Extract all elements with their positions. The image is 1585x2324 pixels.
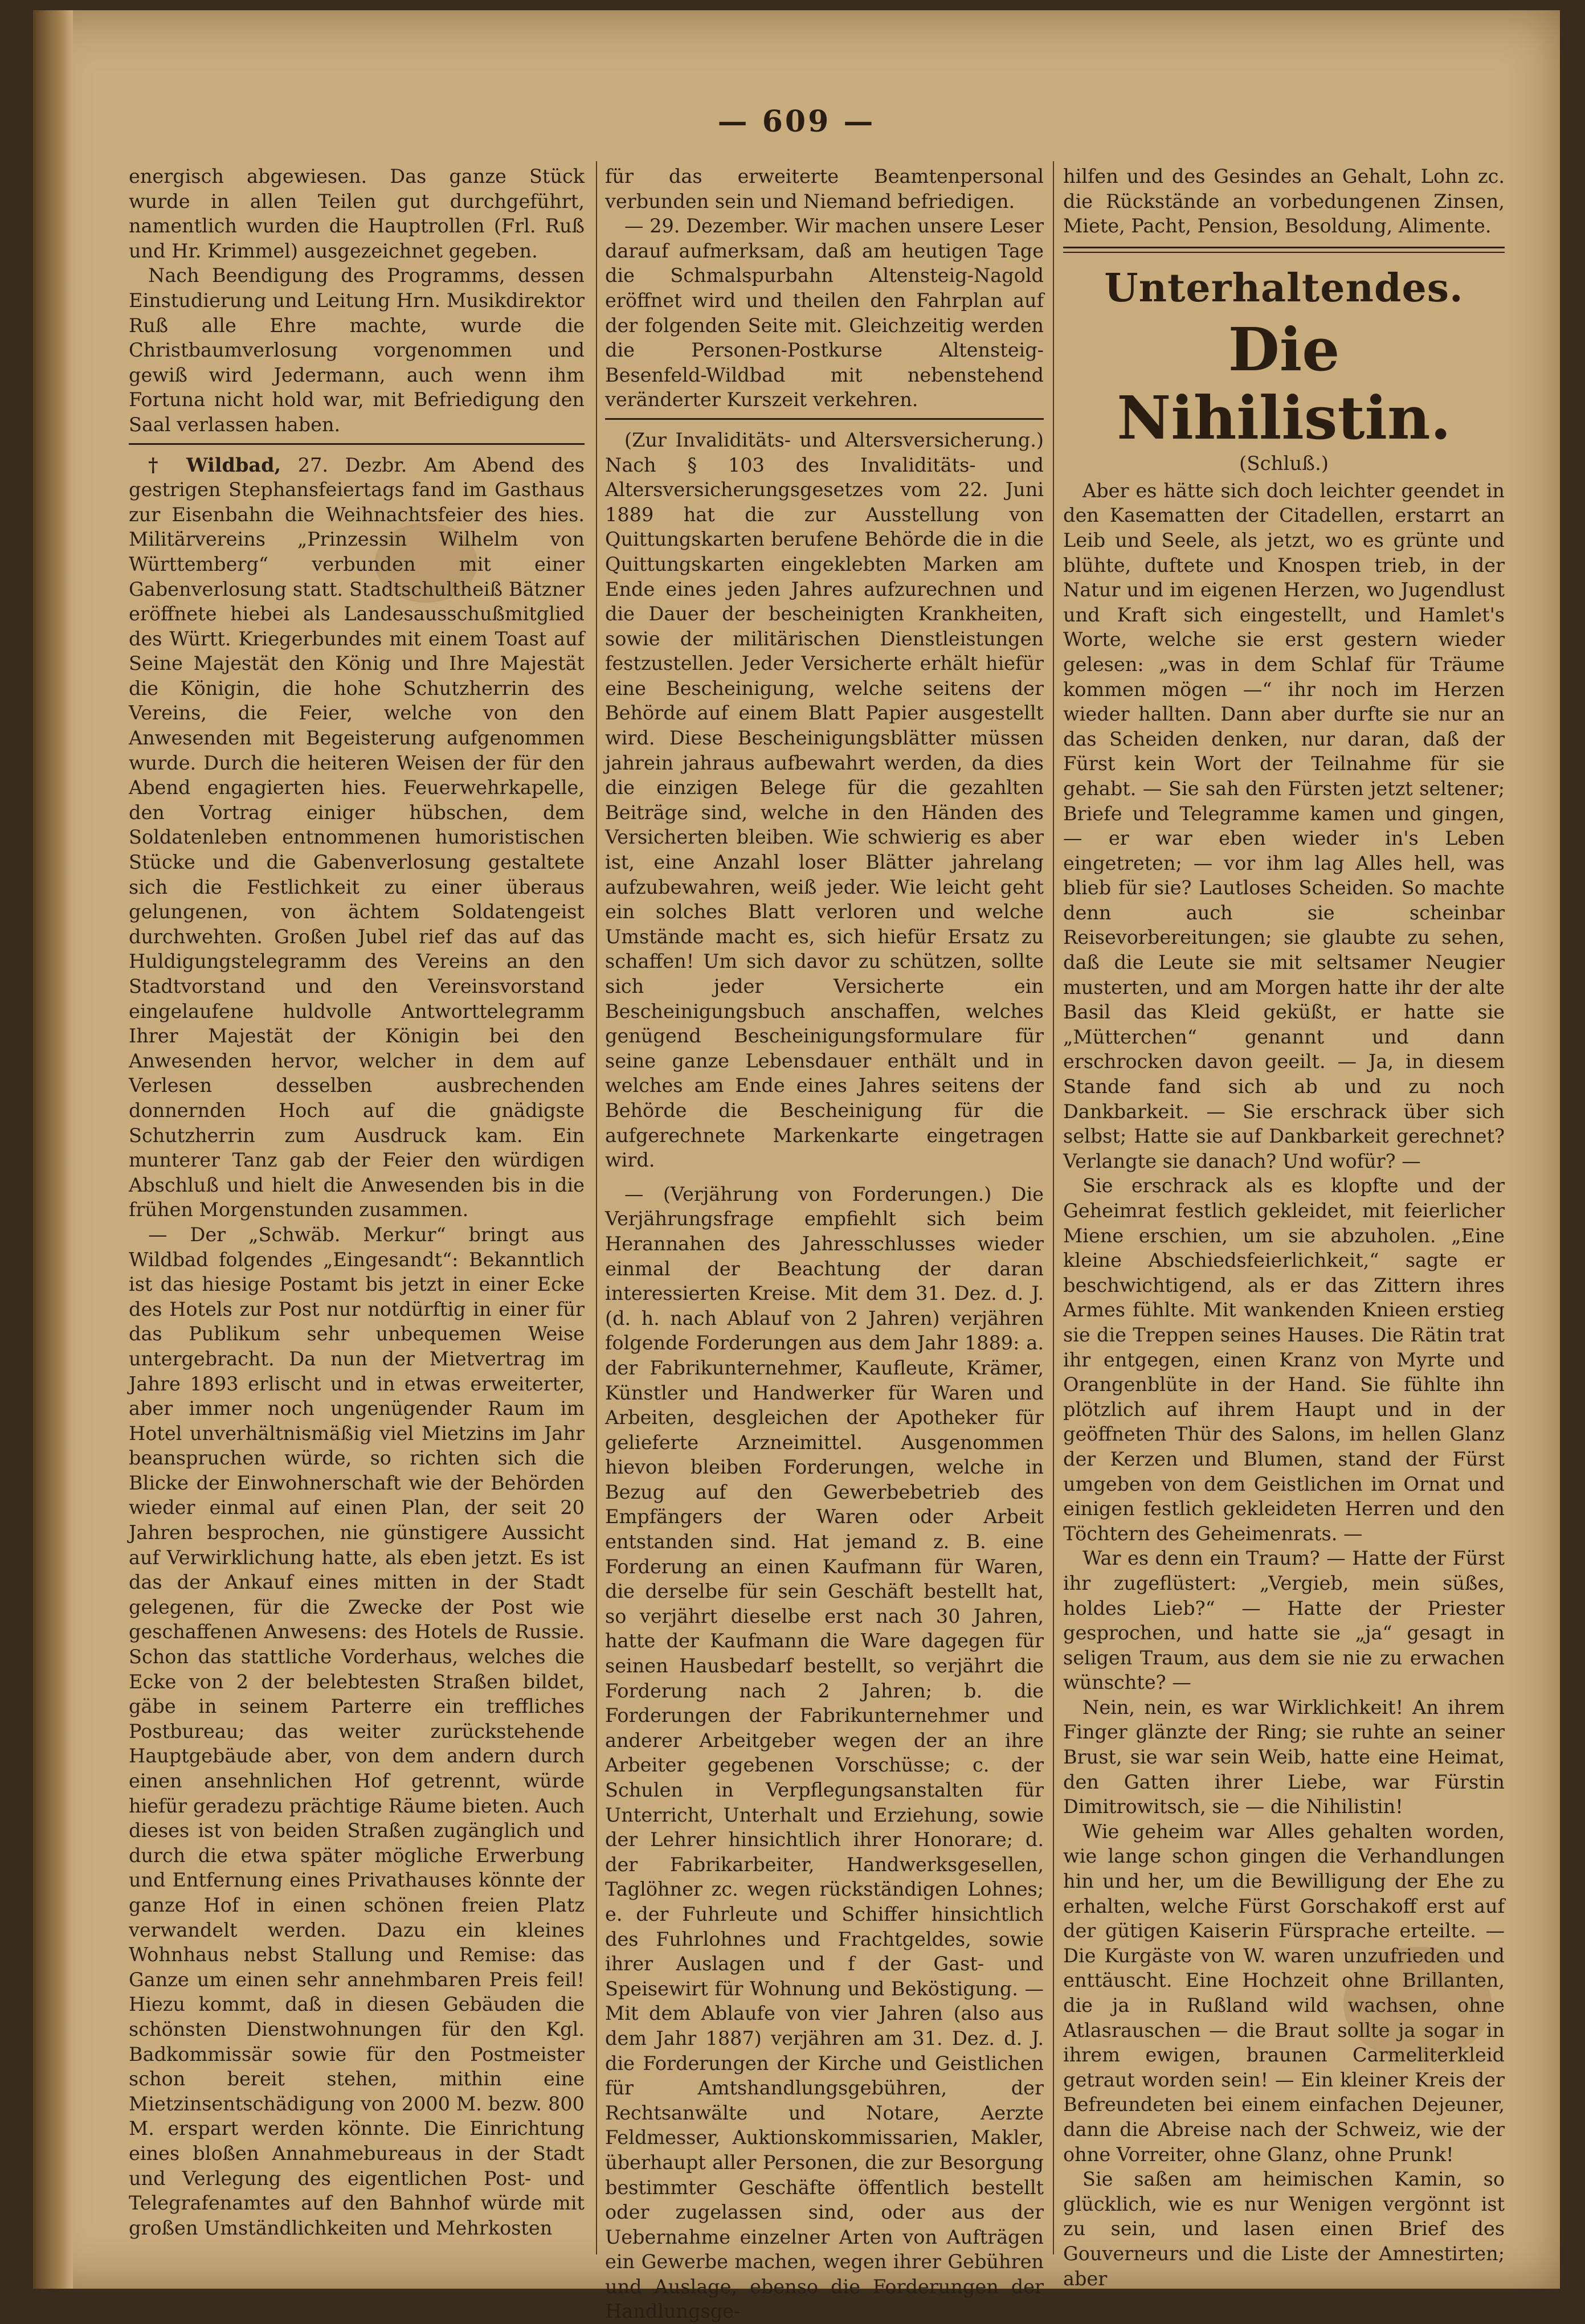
article-paragraph: — 29. Dezember. Wir machen unsere Leser darauf aufmerksam, daß am heutigen Tage die Schmalspurbahn Altensteig-Nagold eröffnet wird und theilen den Fahrplan auf der folgenden Seite mit. Gleichzeitig werden die Personen-Postkurse Altensteig-Besenfeld-Wildbad mit nebenstehend veränderter Kurszeit verkehren. — [605, 215, 1044, 411]
column-middle — [605, 164, 1044, 2323]
newspaper-page — [33, 10, 1560, 2323]
article-paragraph: hilfen und des Gesindes an Gehalt, Lohn zc. die Rückstände an vorbedungenen Zinsen, Miete, Pacht, Pension, Besoldung, Alimente. — [1063, 165, 1505, 238]
column-right — [1063, 164, 1505, 2290]
article-paragraph: (Zur Invaliditäts- und Altersversicherung.) Nach § 103 des Invaliditäts- und Altersversicherungsgesetzes vom 22. Juni 1889 hat die zur Ausstellung von Quittungskarten berufene Behörde die in die Quittungskarten eingeklebten Marken am Ende eines jeden Jahres aufzurechnen und die Dauer der bescheinigten Krankheiten, sowie der militärischen Dienstleistungen festzustellen. Jeder Versicherte erhält hiefür eine Bescheinigung, welche seitens der Behörde auf einem Blatt Papier ausgestellt wird. Diese Bescheinigungsblätter müssen jahrein jahraus aufbewahrt werden, da dies die einzigen Belege für die gezahlten Beiträge sind, welche in den Händen des Versicherten bleiben. Wie schwierig es aber ist, eine Anzahl loser Blätter jahrelang aufzubewahren, weiß jeder. Wie leicht geht ein solches Blatt verloren und welche Umstände macht es, sich hiefür Ersatz zu schaffen! Um sich davor zu schützen, sollte sich jeder Versicherte ein Bescheinigungsbuch anschaffen, welches genügend Bescheinigungsformulare für seine ganze Lebensdauer enthält und in welches am Ende eines Jahres seitens der Behörde die Bescheinigung für die aufgerechnete Markenkarte eingetragen wird. — [605, 428, 1044, 1172]
article-paragraph: — Der „Schwäb. Merkur“ bringt aus Wildbad folgendes „Eingesandt“: Bekanntlich ist das hiesige Postamt bis jetzt in einer Ecke des Hotels zur Post nur notdürftig in einer für das Publikum sehr unbequemen Weise untergebracht. Da nun der Mietvertrag im Jahre 1893 erlischt und in etwas erweiterter, aber immer noch ungenügender Raum im Hotel unverhältnismäßig viel Mietzins im Jahr beanspruchen würde, so richten sich die Blicke der Einwohnerschaft wie der Behörden wieder einmal auf einen Plan, der seit 20 Jahren besprochen, nie günstigere Aussicht auf Verwirklichung hatte, als eben jetzt. Es ist das der Ankauf eines mitten in der Stadt gelegenen, für die Zwecke der Post wie geschaffenen Anwesens: des Hotels de Russie. Schon das stattliche Vorderhaus, welches die Ecke von 2 der belebtesten Straßen bildet, gäbe in seinem Parterre ein treffliches Postbureau; das weiter zurückstehende Hauptgebäude aber, von dem andern durch einen ansehnlichen Hof getrennt, würde hiefür geradezu prächtige Räume bieten. Auch dieses ist von beiden Straßen zugänglich und durch die etwa später mögliche Erwerbung und Entfernung eines Privathauses könnte der ganze Hof in einen schönen freien Platz verwandelt werden. Dazu ein kleines Wohnhaus nebst Stallung und Remise: das Ganze um einen sehr annehmbaren Preis feil! Hiezu kommt, daß in diesen Gebäuden die schönsten Dienstwohnungen für den Kgl. Badkommissär sowie für den Postmeister schon bereit stehen, mithin eine Mietzinsentschädigung von 2000 M. bezw. 800 M. erspart werden könnte. Die Einrichtung eines bloßen Annahmebureaus in der Stadt und Verlegung des eigentlichen Post- und Telegrafenamtes auf den Bahnhof würde mit großen Umständlichkeiten und Mehrkosten — [129, 1223, 585, 2239]
section-divider — [1063, 252, 1505, 253]
article-wildbad — [129, 453, 585, 1222]
column-rule — [1053, 161, 1054, 2255]
page-number: — 609 — — [717, 104, 876, 139]
story-subtitle: (Schluß.) — [1239, 452, 1329, 475]
article-paragraph: — (Verjährung von Forderungen.) Die Verjährungsfrage empfiehlt sich beim Herannahen des Jahresschlusses wieder einmal der Beachtung der daran interessierten Kreise. Mit dem 31. Dez. d. J. (d. h. nach Ablauf von 2 Jahren) verjähren folgende Forderungen aus dem Jahr 1889: a. der Fabrikunternehmer, Kaufleute, Krämer, Künstler und Handwerker für Waren und Arbeiten, desgleichen der Apotheker für gelieferte Arzneimittel. Ausgenommen hievon bleiben Forderungen, welche in Bezug auf den Gewerbebetrieb des Empfängers der Waren oder Arbeit entstanden sind. Hat jemand z. B. eine Forderung an einen Kaufmann für Waren, die derselbe für sein Geschäft bestellt hat, so verjährt dieselbe erst nach 30 Jahren, hatte der Kaufmann die Ware dagegen für seinen Hausbedarf bestellt, so verjährt die Forderung nach 2 Jahren; b. die Forderungen der Fabrikunternehmer und anderer Arbeitgeber wegen der an ihre Arbeiter gegebenen Vorschüsse; c. der Schulen in Verpflegungsanstalten für Unterricht, Unterhalt und Erziehung, sowie der Lehrer hinsichtlich ihrer Honorare; d. der Fabrikarbeiter, Handwerksgesellen, Taglöhner zc. wegen rückständigen Lohnes; e. der Fuhrleute und Schiffer hinsichtlich des Fuhrlohnes und Frachtgeldes, sowie ihrer Auslagen und f der Gast- und Speisewirt für Wohnung und Beköstigung. — Mit dem Ablaufe von vier Jahren (also aus dem Jahr 1887) verjähren am 31. Dez. d. J. die Forderungen der Kirche und Geistlichen für Amtshandlungsgebühren, der Rechtsanwälte und Notare, Aerzte Feldmesser, Auktionskommissarien, Makler, überhaupt aller Personen, die zur Besorgung bestimmter Geschäfte öffentlich bestellt oder zugelassen sind, oder aus der Uebernahme einzelner Arten von Aufträgen ein Gewerbe machen, wegen ihrer Gebühren und Auslage, ebenso die Forderungen der Handlungsge- — [605, 1183, 1044, 2323]
story-paragraph: Nein, nein, es war Wirklichkeit! An ihrem Finger glänzte der Ring; sie ruhte an seiner Brust, sie war sein Weib, hatte eine Heimat, den Gatten ihrer Liebe, war Fürstin Dimitrowitsch, sie — die Nihilistin! — [1063, 1696, 1505, 1818]
article-paragraph: energisch abgewiesen. Das ganze Stück wurde in allen Teilen gut durchgeführt, namentlich wurden die Hauptrollen (Frl. Ruß und Hr. Krimmel) ausgezeichnet gegeben. — [129, 165, 585, 262]
section-divider — [1063, 247, 1505, 248]
article-paragraph: für das erweiterte Beamtenpersonal verbunden sein und Niemand befriedigen. — [605, 165, 1044, 212]
story-paragraph: War es denn ein Traum? — Hatte der Fürst ihr zugeflüstert: „Vergieb, mein süßes, holdes Lieb?“ — Hatte der Priester gesprochen, und hatte sie „ja“ gesagt in seligen Traum, aus dem sie nie zu erwachen wünschte? — — [1063, 1547, 1505, 1694]
story-title: Die Nihilistin. — [1117, 314, 1451, 453]
story-paragraph: Wie geheim war Alles gehalten worden, wie lange schon gingen die Verhandlungen hin und her, um die Bewilligung der Ehe zu erhalten, welche Fürst Gorschakoff erst auf der gütigen Kaiserin Fürsprache erteilte. — Die Kurgäste von W. waren unzufrieden und enttäuscht. Eine Hochzeit ohne Brillanten, die ja in Rußland wild wachsen, ohne Atlasrauschen — die Braut sollte ja sogar in ihrem ewigen, braunen Carmeliterkleid getraut worden sein! — Ein kleiner Kreis der Befreundeten bei einem einfachen Dejeuner, dann die Abreise nach der Schweiz, wie der ohne Vorreiter, ohne Glanz, ohne Prunk! — [1063, 1820, 1505, 2166]
page-binding — [33, 10, 73, 2289]
article-text: 27. Dezbr. Am Abend des gestrigen Stephansfeiertags fand im Gasthaus zur Eisenbahn die Weihnachtsfeier des hies. Militärvereins „Prinzessin Wilhelm von Württemberg“ verbunden mit einer Gabenverlosung statt. Stadtschultheiß Bätzner eröffnete hiebei als Landesausschußmitglied des Württ. Kriegerbundes mit einem Toast auf Seine Majestät den König und Ihre Majestät die Königin, die hohe Schutzherrin des Vereins, die Feier, welche von den Anwesenden mit Begeisterung aufgenommen wurde. Durch die heiteren Weisen der für den Abend engagierten hies. Feuerwehrkapelle, den Vortrag einiger hübschen, dem Soldatenleben entnommenen humoristischen Stücke und die Gabenverlosung gestaltete sich die Festlichkeit zu einer überaus gelungenen, von ächtem Soldatengeist durchwehten. Großen Jubel rief das auf das Huldigungstelegramm des Vereins an den Stadtvorstand und den Vereinsvorstand eingelaufene huldvolle Antworttelegramm Ihrer Majestät der Königin bei den Anwesenden hervor, welcher in dem auf Verlesen desselben ausbrechenden donnernden Hoch auf die gnädigste Schutzherrin zum Ausdruck kam. Ein munterer Tanz gab der Feier den würdigen Abschluß und hielt die Anwesenden bis in die frühen Morgenstunden zusammen. — [129, 453, 585, 1221]
column-left — [129, 164, 585, 2249]
article-divider — [129, 443, 585, 445]
story-paragraph: Sie erschrack als es klopfte und der Geheimrat festlich gekleidet, mit feierlicher Miene erschien, um sie abzuholen. „Eine kleine Abschiedsfeierlichkeit,“ sagte er beschwichtigend, als er das Zittern ihres Armes fühlte. Mit wankenden Knieen erstieg sie die Treppen seines Hauses. Die Rätin trat ihr entgegen, einen Kranz von Myrte und Orangenblüte in der Hand. Sie fühlte ihn plötzlich auf ihrem Haupt und in der geöffneten Thür des Salons, im hellen Glanz der Kerzen und Blumen, stand der Fürst umgeben von dem Geistlichen im Ornat und einigen festlich gekleideten Herren und den Töchtern des Geheimenrats. — — [1063, 1175, 1505, 1545]
article-paragraph: Nach Beendigung des Programms, dessen Einstudierung und Leitung Hrn. Musikdirektor Ruß alle Ehre machte, wurde die Christbaumverlosung vorgenommen und gewiß wird Jedermann, auch wenn ihm Fortuna nicht hold war, mit Befriedigung den Saal verlassen haben. — [129, 264, 585, 436]
article-divider — [605, 418, 1044, 420]
article-dateline: † Wildbad, — [148, 453, 281, 476]
column-rule — [596, 161, 597, 2255]
story-paragraph: Aber es hätte sich doch leichter geendet in den Kasematten der Citadellen, erstarrt an Leib und Seele, als jetzt, wo es grünte und blühte, duftete und Knospen trieb, in der Natur und im eigenen Herzen, wo Jugendlust und Kraft sich eingestellt, und Hamlet's Worte, welche sie erst gestern wieder gelesen: „was in dem Schlaf für Träume kommen mögen —“ ihr noch im Herzen wieder hallten. Dann aber durfte sie nur an das Scheiden denken, nur daran, daß der Fürst kein Wort der Teilnahme für sie gehabt. — Sie sah den Fürsten jetzt seltener; Briefe und Telegramme kamen und gingen, — er war eben wieder in's Leben eingetreten; — vor ihm lag Alles hell, was blieb für sie? Lautloses Scheiden. So machte denn auch sie scheinbar Reisevorbereitungen; sie glaubte zu sehen, daß die Leute sie mit seltsamer Neugier musterten, und am Morgen hatte ihr der alte Basil das Kleid geküßt, er hatte sie „Mütterchen“ genannt und dann erschrocken davon geeilt. — Ja, in diesem Stande fand sich ab und zu noch Dankbarkeit. — Sie erschrack über sich selbst; Hatte sie auf Dankbarkeit gerechnet? Verlangte sie danach? Und wofür? — — [1063, 479, 1505, 1172]
section-heading: Unterhaltendes. — [1104, 265, 1464, 311]
story-paragraph: Sie saßen am heimischen Kamin, so glücklich, wie es nur Wenigen vergönnt ist zu sein, und lasen einen Brief des Gouverneurs und die Liste der Amnestirten; aber — [1063, 2168, 1505, 2290]
